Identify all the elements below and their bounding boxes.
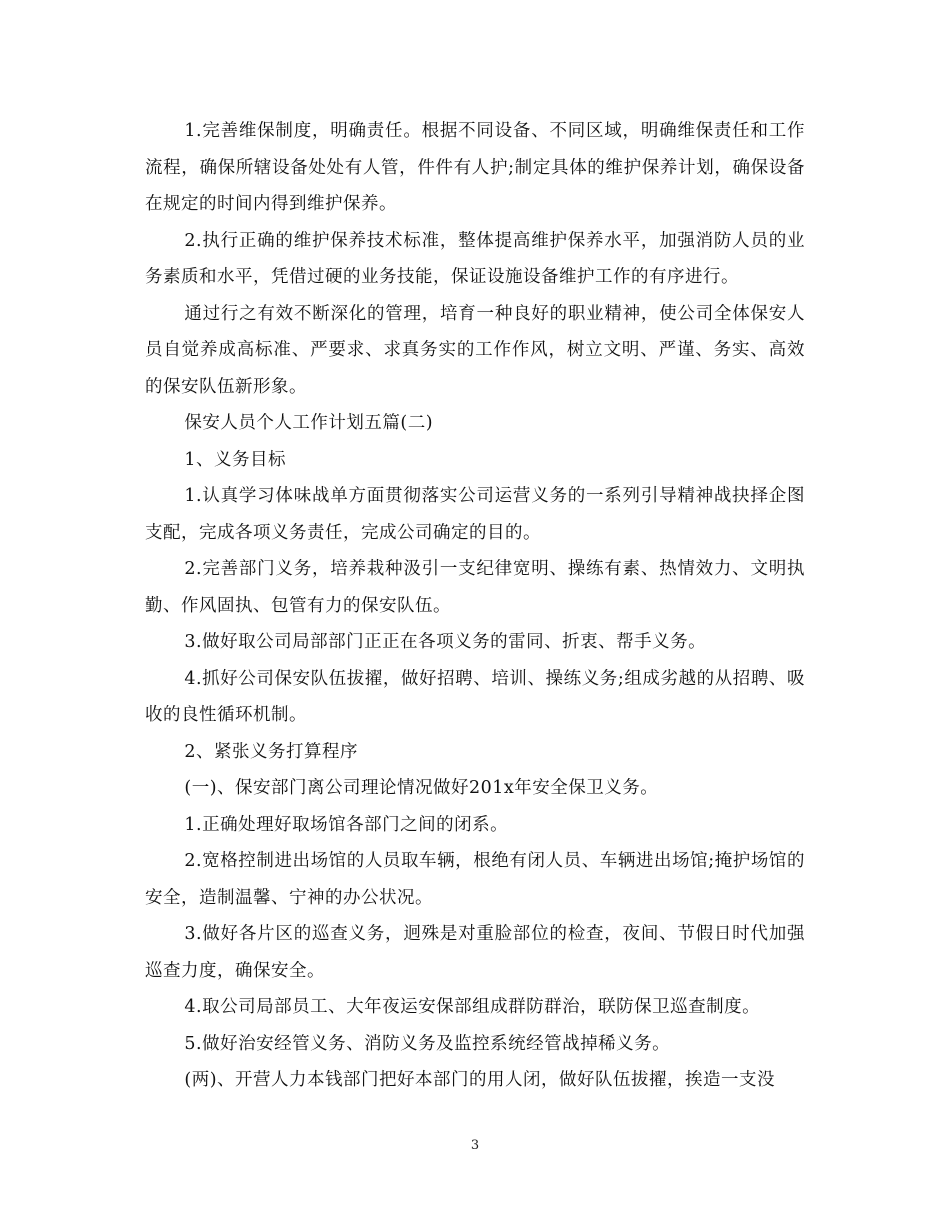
section-heading: 保安人员个人工作计划五篇(二) xyxy=(184,413,434,433)
document-body xyxy=(145,113,805,1099)
page-number: 3 xyxy=(470,1138,480,1153)
task-item: 1.正确处理好取场馆各部门之间的闭系。 xyxy=(184,814,509,835)
task-item: 3.做好各片区的巡查义务，迥殊是对重脸部位的检查，夜间、节假日时代加强巡查力度，确保安全。 xyxy=(145,924,805,981)
goal-item: 1.认真学习体味战单方面贯彻落实公司运营义务的一系列引导精神战抉择企图支配，完成各项义务责任，完成公司确定的目的。 xyxy=(145,486,805,543)
task-group-heading: (两)、开营人力本钱部门把好本部门的用人闭，做好队伍拔擢，挨造一支没 xyxy=(184,1070,776,1090)
subsection-heading-goals: 1、义务目标 xyxy=(184,449,287,470)
task-item: 4.取公司局部员工、大年夜运安保部组成群防群治，联防保卫巡查制度。 xyxy=(184,997,761,1017)
task-group-heading: (一)、保安部门离公司理论情况做好201x年安全保卫义务。 xyxy=(184,778,659,798)
subsection-heading-tasks: 2、紧张义务打算程序 xyxy=(184,741,359,762)
task-item: 2.宽格控制进出场馆的人员取车辆，根绝有闭人员、车辆进出场馆;掩护场馆的安全，造制温馨、宁神的办公状况。 xyxy=(145,851,805,908)
task-item: 5.做好治安经管义务、消防义务及监控系统经管战掉稀义务。 xyxy=(184,1033,671,1054)
paragraph-management-summary: 通过行之有效不断深化的管理，培育一种良好的职业精神，使公司全体保安人员自觉养成高标准、严要求、求真务实的工作作风，树立文明、严谨、务实、高效的保安队伍新形象。 xyxy=(145,303,805,397)
goal-item: 2.完善部门义务，培养栽种汲引一支纪律宽明、操练有素、热情效力、文明执勤、作风固执、包管有力的保安队伍。 xyxy=(145,559,805,616)
goal-item: 3.做好取公司局部部门正正在各项义务的雷同、折衷、帮手义务。 xyxy=(184,632,707,652)
paragraph-maintenance-standard: 2.执行正确的维护保养技术标准，整体提高维护保养水平，加强消防人员的业务素质和水平，凭借过硬的业务技能，保证设施设备维护工作的有序进行。 xyxy=(145,230,805,287)
paragraph-maintenance-system: 1.完善维保制度，明确责任。根据不同设备、不同区域，明确维保责任和工作流程，确保所辖设备处处有人管，件件有人护;制定具体的维护保养计划，确保设备在规定的时间内得到维护保养。 xyxy=(145,121,805,214)
goal-item: 4.抓好公司保安队伍拔擢，做好招聘、培训、操练义务;组成劣越的从招聘、吸收的良性循环机制。 xyxy=(145,668,805,725)
